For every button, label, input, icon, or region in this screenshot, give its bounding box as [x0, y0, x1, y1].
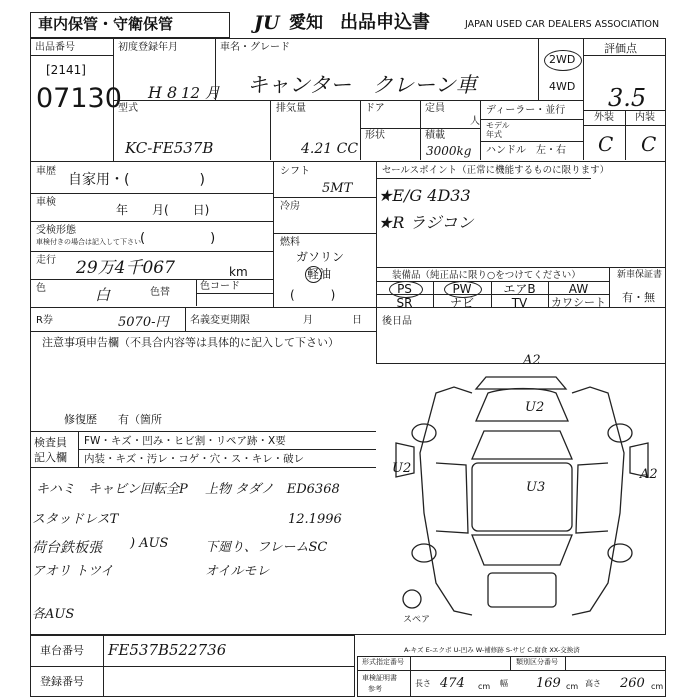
color-code-label: 色コード — [200, 281, 240, 292]
ju-logo: JU — [254, 12, 280, 34]
repair-history-value: 有（箇所 — [118, 413, 162, 426]
color-value: 白 — [95, 286, 111, 304]
interior-grade: C — [641, 132, 657, 156]
height-label: 高さ — [585, 679, 601, 688]
exterior-label: 外装 — [594, 112, 614, 123]
registration-number-label: 登録番号 — [40, 675, 84, 688]
certificate-sub: 車検付きの場合は記入して下さい — [36, 238, 141, 246]
entry-sub-number: [2141] — [46, 63, 86, 77]
color-change-label: 色替 — [150, 287, 170, 298]
equipment-navi: ナビ — [449, 296, 474, 310]
diagram-mark-left: U2 — [392, 461, 412, 476]
mileage-unit: km — [229, 265, 248, 279]
trunk-outline — [488, 573, 556, 607]
evaluation-score: 3.5 — [608, 84, 647, 112]
mileage-label: 走行 — [36, 255, 56, 266]
width-label: 幅 — [500, 679, 508, 688]
equipment-aw: AW — [568, 282, 589, 296]
form-title: 出品申込書 — [340, 12, 430, 33]
load-value: 3000kg — [426, 144, 472, 158]
length-label: 長さ — [415, 679, 431, 688]
evaluation-label: 評価点 — [604, 42, 637, 55]
warranty-label: 新車保証書 — [617, 270, 663, 280]
capacity-label: 定員 — [425, 103, 445, 114]
shaken-label: 車検 — [36, 197, 56, 208]
remark-line-2a: スタッドレスT — [32, 512, 119, 527]
remark-line-3b: ) AUS — [130, 536, 169, 551]
right-door-line — [576, 463, 608, 533]
windshield-outline — [472, 431, 572, 459]
ref-label: 参考 — [368, 685, 382, 693]
dealer-year-label: 年式 — [486, 130, 502, 139]
length-unit: cm — [478, 682, 491, 691]
inspector-row-1: FW・キズ・凹み・ヒビ割・リペア跡・X要 — [84, 435, 286, 447]
recycle-label: 名義変更期限 — [190, 315, 250, 326]
equipment-leather-seat: カワシート — [551, 296, 606, 309]
drive-4wd: 4WD — [549, 80, 576, 93]
spare-label: スペア — [403, 615, 431, 625]
inspector-label-1: 検査員 — [34, 436, 67, 449]
hood-outline — [476, 389, 568, 422]
remark-line-3a: 荷台鉄板張 — [32, 540, 102, 556]
sales-point-label: セールスポイント（正常に機能するものに限ります） — [382, 165, 610, 176]
vehicle-diagram — [376, 363, 666, 635]
first-registration-label: 初度登録年月 — [118, 42, 178, 53]
fuel-light-oil: 軽油 — [307, 267, 332, 281]
remark-line-1a: キハミ キャビン回転全P — [36, 482, 188, 497]
color-label: 色 — [36, 283, 46, 294]
diagram-mark-roof: A2 — [523, 353, 541, 368]
remark-line-4b: オイルモレ — [205, 564, 270, 579]
height-value: 260 — [620, 676, 645, 691]
r-ticket-label: R券 — [36, 315, 53, 326]
shape-designation-label: 形式指定番号 — [362, 658, 404, 666]
remark-line-4a: アオリ トツイ — [32, 564, 114, 579]
shift-value: 5MT — [322, 181, 353, 196]
fuel-label: 燃料 — [280, 237, 300, 248]
roof-center-outline — [472, 463, 572, 531]
rear-window-outline — [472, 535, 572, 565]
certificate-value: ( ) — [140, 231, 216, 246]
first-registration-year: H 8 — [148, 83, 178, 102]
fuel-gasoline: ガソリン — [296, 250, 345, 264]
shift-label: シフト — [280, 166, 310, 177]
sales-point-line-2: ★R ラジコン — [378, 213, 474, 232]
equipment-sr: SR — [396, 296, 413, 310]
remark-line-1b: 上物 タダノ ED6368 — [205, 482, 340, 497]
diagram-mark-center: U3 — [526, 480, 546, 495]
shape-label: 形状 — [365, 130, 385, 141]
notes-label: 注意事項申告欄（不具合内容等は具体的に記入して下さい） — [42, 336, 339, 349]
body-right-outline — [572, 387, 624, 615]
certificate-label: 受検形態 — [36, 225, 76, 236]
car-name-label: 車名・グレード — [220, 42, 290, 53]
model-value: KC-FE537B — [125, 139, 214, 157]
warranty-value: 有・無 — [622, 291, 655, 304]
remark-line-2b: 12.1996 — [288, 512, 342, 527]
category-label: 類別区分番号 — [516, 658, 558, 666]
roof-outline — [476, 377, 566, 389]
repair-history-label: 修復歴 — [64, 413, 97, 426]
cooler-label: 冷房 — [280, 201, 300, 212]
mileage-value: 29万4千067 — [76, 258, 175, 278]
equipment-pw: PW — [452, 282, 472, 296]
fuel-other: ( ) — [290, 288, 336, 302]
drive-2wd: 2WD — [549, 53, 576, 66]
car-history-value: 自家用・( ) — [68, 172, 205, 188]
r-ticket-value: 5070-円 — [118, 315, 169, 330]
diagram-mark-right: A2 — [640, 467, 658, 482]
door-label: ドア — [365, 103, 385, 114]
equipment-ps: PS — [397, 282, 412, 296]
remark-line-5: 各AUS — [32, 607, 75, 622]
recycle-month: 月 — [303, 315, 313, 326]
diagram-mark-hood: U2 — [525, 400, 545, 415]
rear-left-tire — [412, 544, 436, 562]
remark-line-3c: 下廻り、フレームSC — [205, 540, 328, 555]
height-unit: cm — [651, 682, 664, 691]
equipment-label: 装備品（純正品に限り○をつけてください） — [392, 270, 581, 281]
org-name: 愛知 — [289, 13, 323, 33]
displacement-label: 排気量 — [276, 103, 306, 114]
displacement-value: 4.21 CC — [301, 141, 359, 157]
rear-item-label: 後日品 — [382, 316, 412, 327]
spare-tire — [403, 590, 421, 608]
entry-number: 07130 — [36, 83, 122, 114]
entry-number-label: 出品番号 — [35, 42, 75, 53]
first-registration-month: 12 月 — [181, 84, 220, 102]
load-label: 積載 — [425, 130, 445, 141]
equipment-tv: TV — [511, 296, 528, 310]
model-label: 型式 — [118, 103, 138, 114]
equipment-airbag: エアB — [503, 282, 536, 296]
association-name: JAPAN USED CAR DEALERS ASSOCIATION — [465, 19, 660, 30]
inspector-row-2: 内装・キズ・汚レ・コゲ・穴・ス・キレ・破レ — [84, 453, 305, 465]
length-value: 474 — [440, 676, 465, 691]
shaken-value: 年 月( 日) — [116, 203, 210, 217]
damage-legend: A-キズ E-エクボ U-凹み W-補修跡 S-サビ C-腐食 XX-交換済 — [404, 646, 580, 654]
cert-label: 車検証明書 — [362, 674, 397, 682]
left-door-line — [436, 463, 468, 533]
frame-number-label: 車台番号 — [40, 644, 84, 657]
car-name-value: キャンター クレーン車 — [247, 73, 477, 97]
width-unit: cm — [566, 682, 579, 691]
width-value: 169 — [536, 676, 561, 691]
capacity-unit: 人 — [470, 116, 480, 127]
interior-label: 内装 — [635, 112, 655, 123]
inspector-label-2: 記入欄 — [34, 451, 67, 464]
dealer-row-1: ディーラー・並行 — [486, 105, 566, 116]
body-left-outline — [420, 387, 472, 615]
recycle-day: 日 — [352, 315, 362, 326]
exterior-grade: C — [598, 132, 614, 156]
dealer-model-label: モデル — [486, 121, 510, 130]
storage-label: 車内保管・守衛保管 — [38, 15, 174, 33]
rear-right-tire — [608, 544, 632, 562]
sales-point-line-1: ★E/G 4D33 — [378, 186, 471, 205]
frame-number-value: FE537B522736 — [108, 641, 227, 659]
car-history-label: 車歴 — [36, 166, 56, 177]
handle-label: ハンドル 左・右 — [486, 145, 566, 156]
